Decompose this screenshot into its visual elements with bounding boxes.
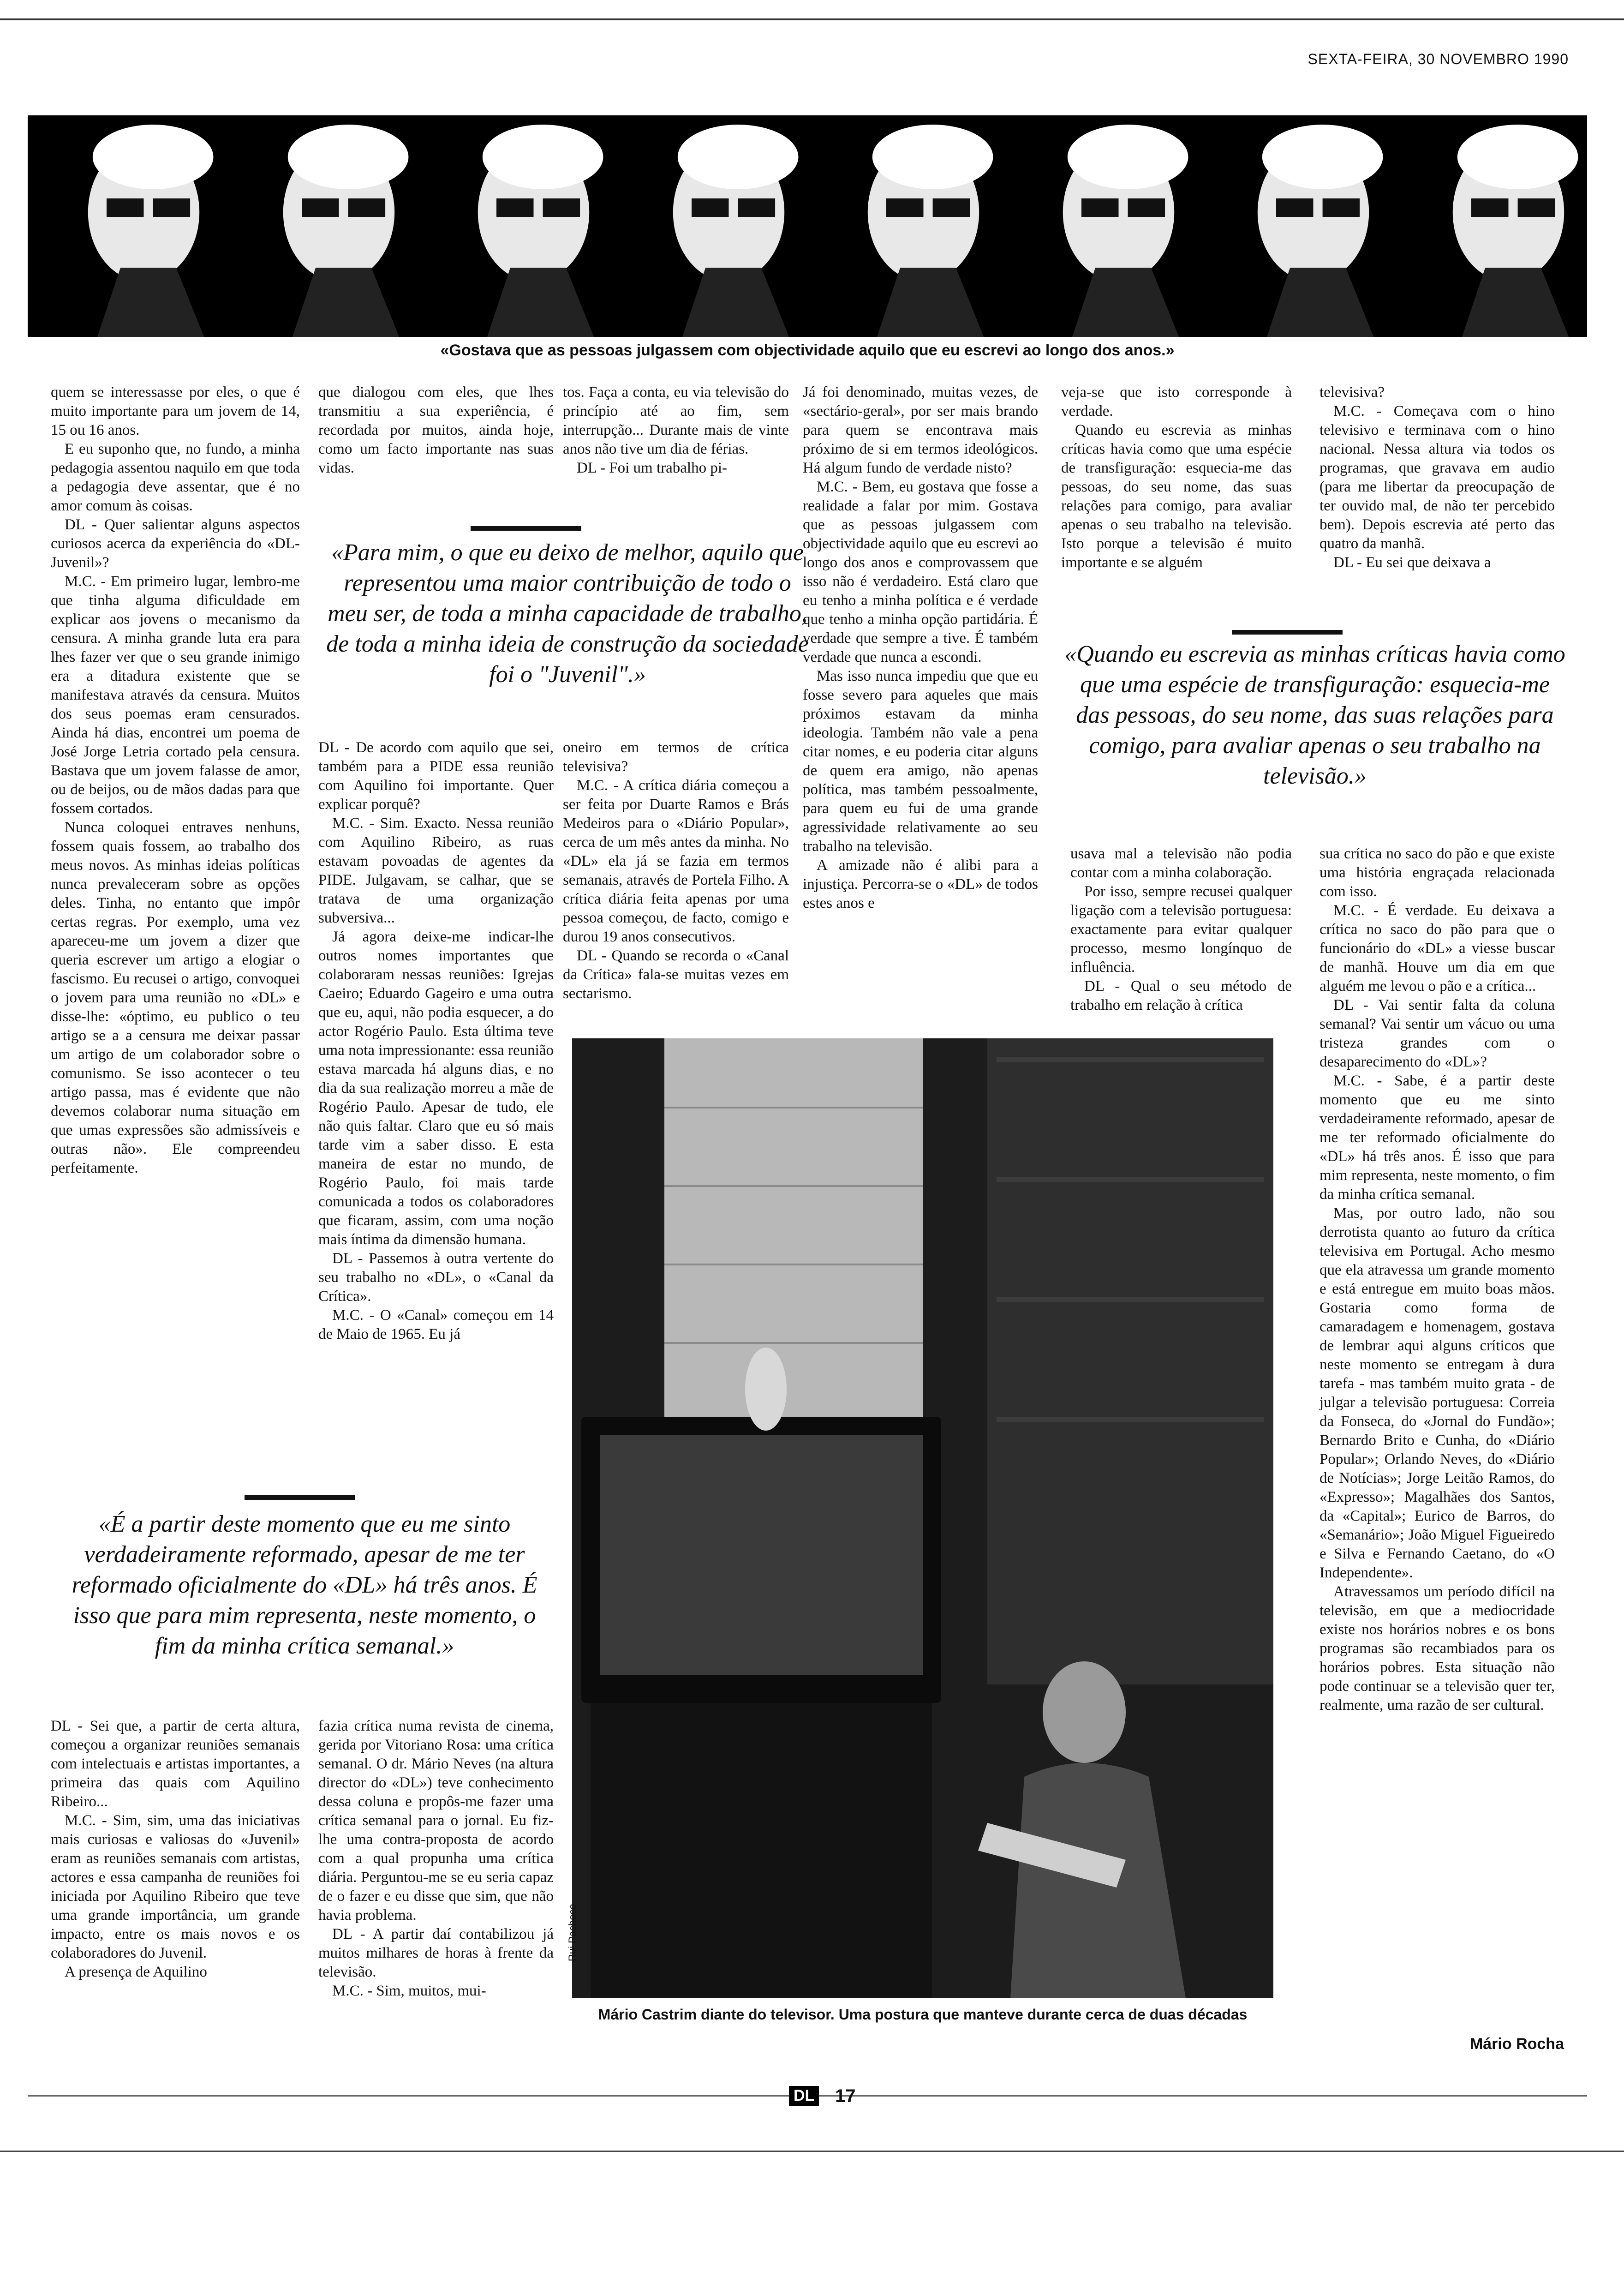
paragraph: DL - Sei que, a partir de certa altura, começou a organizar reuniões semanais com intelectuais e artistas importantes, a primeira das quais com Aquilino Ribeiro... xyxy=(51,1718,300,1810)
column-2-bottom xyxy=(318,1717,554,2001)
column-2-top xyxy=(318,383,554,478)
paragraph: quem se interessasse por eles, o que é muito importante para um jovem de 14, 15 ou 16 anos. xyxy=(51,384,300,438)
photo-credit: Rui Pacheco xyxy=(567,1904,578,1961)
paragraph: sua crítica no saco do pão e que existe uma história engraçada relacionada com isso. xyxy=(1320,845,1555,900)
column-3-top xyxy=(563,383,789,478)
paragraph: Mas, por outro lado, não sou derrotista quanto ao futuro da crítica televisiva em Portugal. Acho mesmo que ela atravessa um grande momento e está entregue em muito boas mãos. Gostaria como forma de camaradagem e homenagem, gostava de lembrar aqui alguns críticos que neste momento se entregam à dura tarefa - mas também muito grata - de julgar a televisão portuguesa: Correia da Fonseca, do «Jornal do Fundão»; Bernardo Brito e Cunha, do «Diário Popular»; Orlando Neves, do «Diário de Notícias»; Jorge Leitão Ramos, do «Expresso»; Magalhães dos Santos, da «Capital»; Eurico de Barros, do «Semanário»; João Miguel Figueiredo e Silva e Fernando Caetano, do «O Independente». xyxy=(1320,1205,1555,1581)
paragraph: DL - Vai sentir falta da coluna semanal? Vai sentir um vácuo ou uma tristeza grandes com o desaparecimento do «DL»? xyxy=(1320,997,1555,1070)
paragraph: veja-se que isto corresponde à verdade. xyxy=(1061,384,1292,419)
paragraph: Atravessamos um período difícil na televisão, em que a mediocridade existe nos horários nobres e os bons programas são recambiados para os horários pobres. Esta situação não pode continuar se a televisão quer ter, realmente, uma razão de ser cultural. xyxy=(1320,1583,1555,1714)
paragraph: M.C. - Bem, eu gostava que fosse a realidade a falar por mim. Gostava que as pessoas julgassem com objectividade aquilo que eu escrevi ao longo dos anos e comprovassem que isso não é verdadeiro. Está claro que eu tenho a minha política e é verdade que tenho a minha opção partidária. É verdade que sempre a tive. É também verdade que nunca a escondi. xyxy=(803,479,1038,665)
portrait-frame-1 xyxy=(28,115,223,337)
portrait-frame-7 xyxy=(1197,115,1392,337)
portrait-frame-5 xyxy=(807,115,1003,337)
paragraph: oneiro em termos de crítica televisiva? xyxy=(563,739,789,775)
photo-caption: Mário Castrim diante do televisor. Uma postura que manteve durante cerca de duas décadas xyxy=(598,2006,1248,2023)
paragraph: DL - Quando se recorda o «Canal da Crítica» fala-se muitas vezes em sectarismo. xyxy=(563,947,789,1002)
paragraph: Já agora deixe-me indicar-lhe outros nomes importantes que colaboraram nessas reuniões: Igrejas Caeiro; Eduardo Gageiro e uma outra que eu, aqui, não podia esquecer, a do actor Rogério Paulo. Esta última teve uma nota impressionante: essa reunião estava marcada há alguns dias, e no dia da sua realização morreu a mãe de Rogério Paulo. Apesar de tudo, ele não quis faltar. Claro que eu só mais tarde vim a saber disso. E esta maneira de estar no mundo, de Rogério Paulo, foi mais tarde comunicada a todos os colaboradores que ficaram, assim, com uma noção mais íntima da dimensão humana. xyxy=(318,929,554,1248)
top-rule xyxy=(0,18,1624,20)
paragraph: M.C. - Em primeiro lugar, lembro-me que tinha alguma dificuldade em explicar aos jovens o mecanismo da censura. A minha grande luta era para lhes fazer ver que o seu grande inimigo era a ditadura existente que se manifestava através da censura. Muitos dos seus poemas eram censurados. Ainda há dias, encontrei um poema de José Jorge Letria cortado pela censura. Bastava que um jovem falasse de amor, ou de beijos, ou de mãos dadas para que fossem cortados. xyxy=(51,573,300,817)
paragraph: A presença de Aquilino xyxy=(65,1964,207,1980)
paragraph: M.C. - Sim, muitos, mui- xyxy=(332,1983,486,1999)
bottom-rule xyxy=(0,2151,1624,2152)
portrait-frame-6 xyxy=(1003,115,1198,337)
author-signature: Mário Rocha xyxy=(1469,2035,1564,2053)
paragraph: M.C. - A crítica diária começou a ser feita por Duarte Ramos e Brás Medeiros para o «Diário Popular», cerca de um mês antes da minha. No «DL» ela já se fazia em termos semanais, através de Portela Filho. A crítica diária feita apenas por uma pessoa começou, de facto, comigo e durou 19 anos consecutivos. xyxy=(563,777,789,945)
portrait-frame-3 xyxy=(418,115,613,337)
portrait-strip xyxy=(28,115,1587,337)
paragraph: DL - Qual o seu método de trabalho em relação à crítica xyxy=(1070,978,1292,1013)
page-number: 17 xyxy=(835,2086,856,2106)
paragraph: Mas isso nunca impediu que que eu fosse severo para aqueles que mais próximos estavam da minha ideologia. Também não vale a pena citar nomes, e eu poderia citar alguns de quem era amigo, não apenas política, mas também pessoalmente, para quem eu fui de uma grande agressividade relativamente ao seu trabalho na televisão. xyxy=(803,668,1038,855)
column-1-bottom xyxy=(51,1717,300,1982)
column-6-top xyxy=(1320,383,1555,572)
quote-bar xyxy=(471,526,581,531)
tv-photo xyxy=(572,1038,1273,1998)
paragraph: usava mal a televisão não podia contar com a minha colaboração. xyxy=(1070,845,1292,881)
paragraph: Por isso, sempre recusei qualquer ligação com a televisão portuguesa: exactamente para evitar qualquer processo, mesmo longínquo de influência. xyxy=(1070,883,1292,976)
paragraph: M.C. - É verdade. Eu deixava a crítica no saco do pão para que o funcionário do «DL» a viesse buscar de manhã. Houve um dia em que alguém me levou o pão e a crítica... xyxy=(1320,902,1555,995)
paragraph: fazia crítica numa revista de cinema, gerida por Vitoriano Rosa: uma crítica semanal. O dr. Mário Neves (na altura director do «DL») teve conhecimento dessa coluna e propôs-me fazer uma crítica semanal para o jornal. Eu fiz-lhe uma contra-proposta de acordo com a qual propunha uma crítica diária. Perguntou-me se eu seria capaz de o fazer e eu disse que sim, que não havia problema. xyxy=(318,1718,554,1923)
paragraph: A amizade não é alibi para a injustiça. Percorra-se o «DL» de todos estes anos e xyxy=(803,857,1038,911)
paragraph: Já foi denominado, muitas vezes, de «sectário-geral», por ser mais brando para quem se encontrava mais próximo de si em termos ideológicos. Há algum fundo de verdade nisto? xyxy=(803,384,1038,476)
column-5-mid xyxy=(1070,845,1292,1015)
quote-bar xyxy=(1232,630,1343,635)
paragraph: DL - Foi um trabalho pi- xyxy=(577,460,727,476)
column-5-top xyxy=(1061,383,1292,572)
column-4-top xyxy=(803,383,1038,913)
paragraph: que dialogou com eles, que lhes transmitiu a sua experiência, é recordada por muitos, ainda hoje, como um facto importante nas suas vidas. xyxy=(318,384,554,476)
portrait-frame-8 xyxy=(1392,115,1588,337)
column-2-mid xyxy=(318,738,554,1344)
paragraph: E eu suponho que, no fundo, a minha pedagogia assentou naquilo em que toda a pedagogia deve assentar, que é no amor comum às coisas. xyxy=(51,441,300,514)
paragraph: Quando eu escrevia as minhas críticas havia como que uma espécie de transfiguração: esquecia-me das pessoas, do seu nome, das suas relações para comigo, para avaliar apenas o seu trabalho na televisão. Isto porque a televisão é muito importante e se alguém xyxy=(1061,422,1292,571)
paragraph: M.C. - Começava com o hino televisivo e terminava com o hino nacional. Nessa altura via todos os programas, que gravava em audio (para me libertar da preocupação de ter ouvido mal, de não ter percebido bem). Depois escrevia até perto das quatro da manhã. xyxy=(1320,403,1555,552)
portrait-frame-4 xyxy=(613,115,808,337)
paragraph: DL - Passemos à outra vertente do seu trabalho no «DL», o «Canal da Crítica». xyxy=(318,1250,554,1305)
portrait-frame-2 xyxy=(223,115,418,337)
paragraph: M.C. - Sabe, é a partir deste momento que eu me sinto verdadeiramente reformado, apesar de me ter reformado oficialmente do «DL» há três anos. É isso que para mim representa, neste momento, o fim da minha crítica semanal. xyxy=(1320,1073,1555,1203)
quote-bar xyxy=(245,1495,355,1500)
paragraph: DL - Eu sei que deixava a xyxy=(1333,554,1491,571)
pull-quote-transfiguracao: «Quando eu escrevia as minhas críticas havia como que uma espécie de transfiguração: esquecia-me das pessoas, do seu nome, das suas relações para comigo, para avaliar apenas o seu trabalho na televisão.» xyxy=(1064,641,1565,789)
paragraph: M.C. - O «Canal» começou em 14 de Maio de 1965. Eu já xyxy=(318,1307,554,1342)
paragraph: DL - Quer salientar alguns aspectos curiosos acerca da experiência do «DL-Juvenil»? xyxy=(51,516,300,571)
paragraph: tos. Faça a conta, eu via televisão do princípio até ao fim, sem interrupção... Durante mais de vinte anos não tive um dia de férias. xyxy=(563,384,789,457)
pull-quote-reformado: «É a partir deste momento que eu me sinto verdadeiramente reformado, apesar de me ter reformado oficialmente do «DL» há três anos. É isso que para mim representa, neste momento, o fim da minha crítica semanal.» xyxy=(72,1511,537,1659)
strip-caption: «Gostava que as pessoas julgassem com objectividade aquilo que eu escrevi ao longo dos anos.» xyxy=(440,342,1175,359)
photo-scene xyxy=(572,1038,1273,1998)
paragraph: DL - A partir daí contabilizou já muitos milhares de horas à frente da televisão. xyxy=(318,1926,554,1980)
column-1-top xyxy=(51,383,300,1178)
paragraph: DL - De acordo com aquilo que sei, também para a PIDE essa reunião com Aquilino foi importante. Quer explicar porquê? xyxy=(318,739,554,813)
paragraph: Nunca coloquei entraves nenhuns, fossem quais fossem, ao trabalho dos meus novos. As minhas ideias políticas nunca prevaleceram sobre as opções deles. Tinha, no entanto que impôr certas regras. Por exemplo, uma vez apareceu-me um jovem a dizer que queria escrever um artigo a elogiar o fascismo. Eu recusei o artigo, convoquei o jovem para uma reunião no «DL» e disse-lhe: «óptimo, eu publico o teu artigo se a a censura me deixar passar um artigo de um colaborador sobre o comunismo. Se isso acontecer o teu artigo passa, mas é evidente que não devemos colaborar numa situação em que umas expressões são admissíveis e outras não». Ele compreendeu perfeitamente. xyxy=(51,819,300,1176)
paragraph: M.C. - Sim, sim, uma das iniciativas mais curiosas e valiosas do «Juvenil» eram as reuniões semanais com artistas, actores e essa campanha de reuniões foi iniciada por Aquilino Ribeiro que teve uma grande importância, um grande impacto, entre os mais novos e os colaboradores do Juvenil. xyxy=(51,1812,300,1961)
pull-quote-juvenil: «Para mim, o que eu deixo de melhor, aquilo que representou uma maior contribuição de todo o meu ser, de toda a minha capacidade de trabalho, de toda a minha ideia de construção da sociedade foi o "Juvenil".» xyxy=(326,539,809,688)
issue-date: SEXTA-FEIRA, 30 NOVEMBRO 1990 xyxy=(1308,51,1569,67)
paper-logo: DL xyxy=(789,2086,819,2106)
column-3-mid xyxy=(563,738,789,1003)
paragraph: televisiva? xyxy=(1320,384,1385,401)
paragraph: M.C. - Sim. Exacto. Nessa reunião com Aquilino Ribeiro, as ruas estavam povoadas de agentes da PIDE. Julgavam, se calhar, que se tratava de uma organização subversiva... xyxy=(318,815,554,926)
column-6-mid xyxy=(1320,845,1555,1715)
